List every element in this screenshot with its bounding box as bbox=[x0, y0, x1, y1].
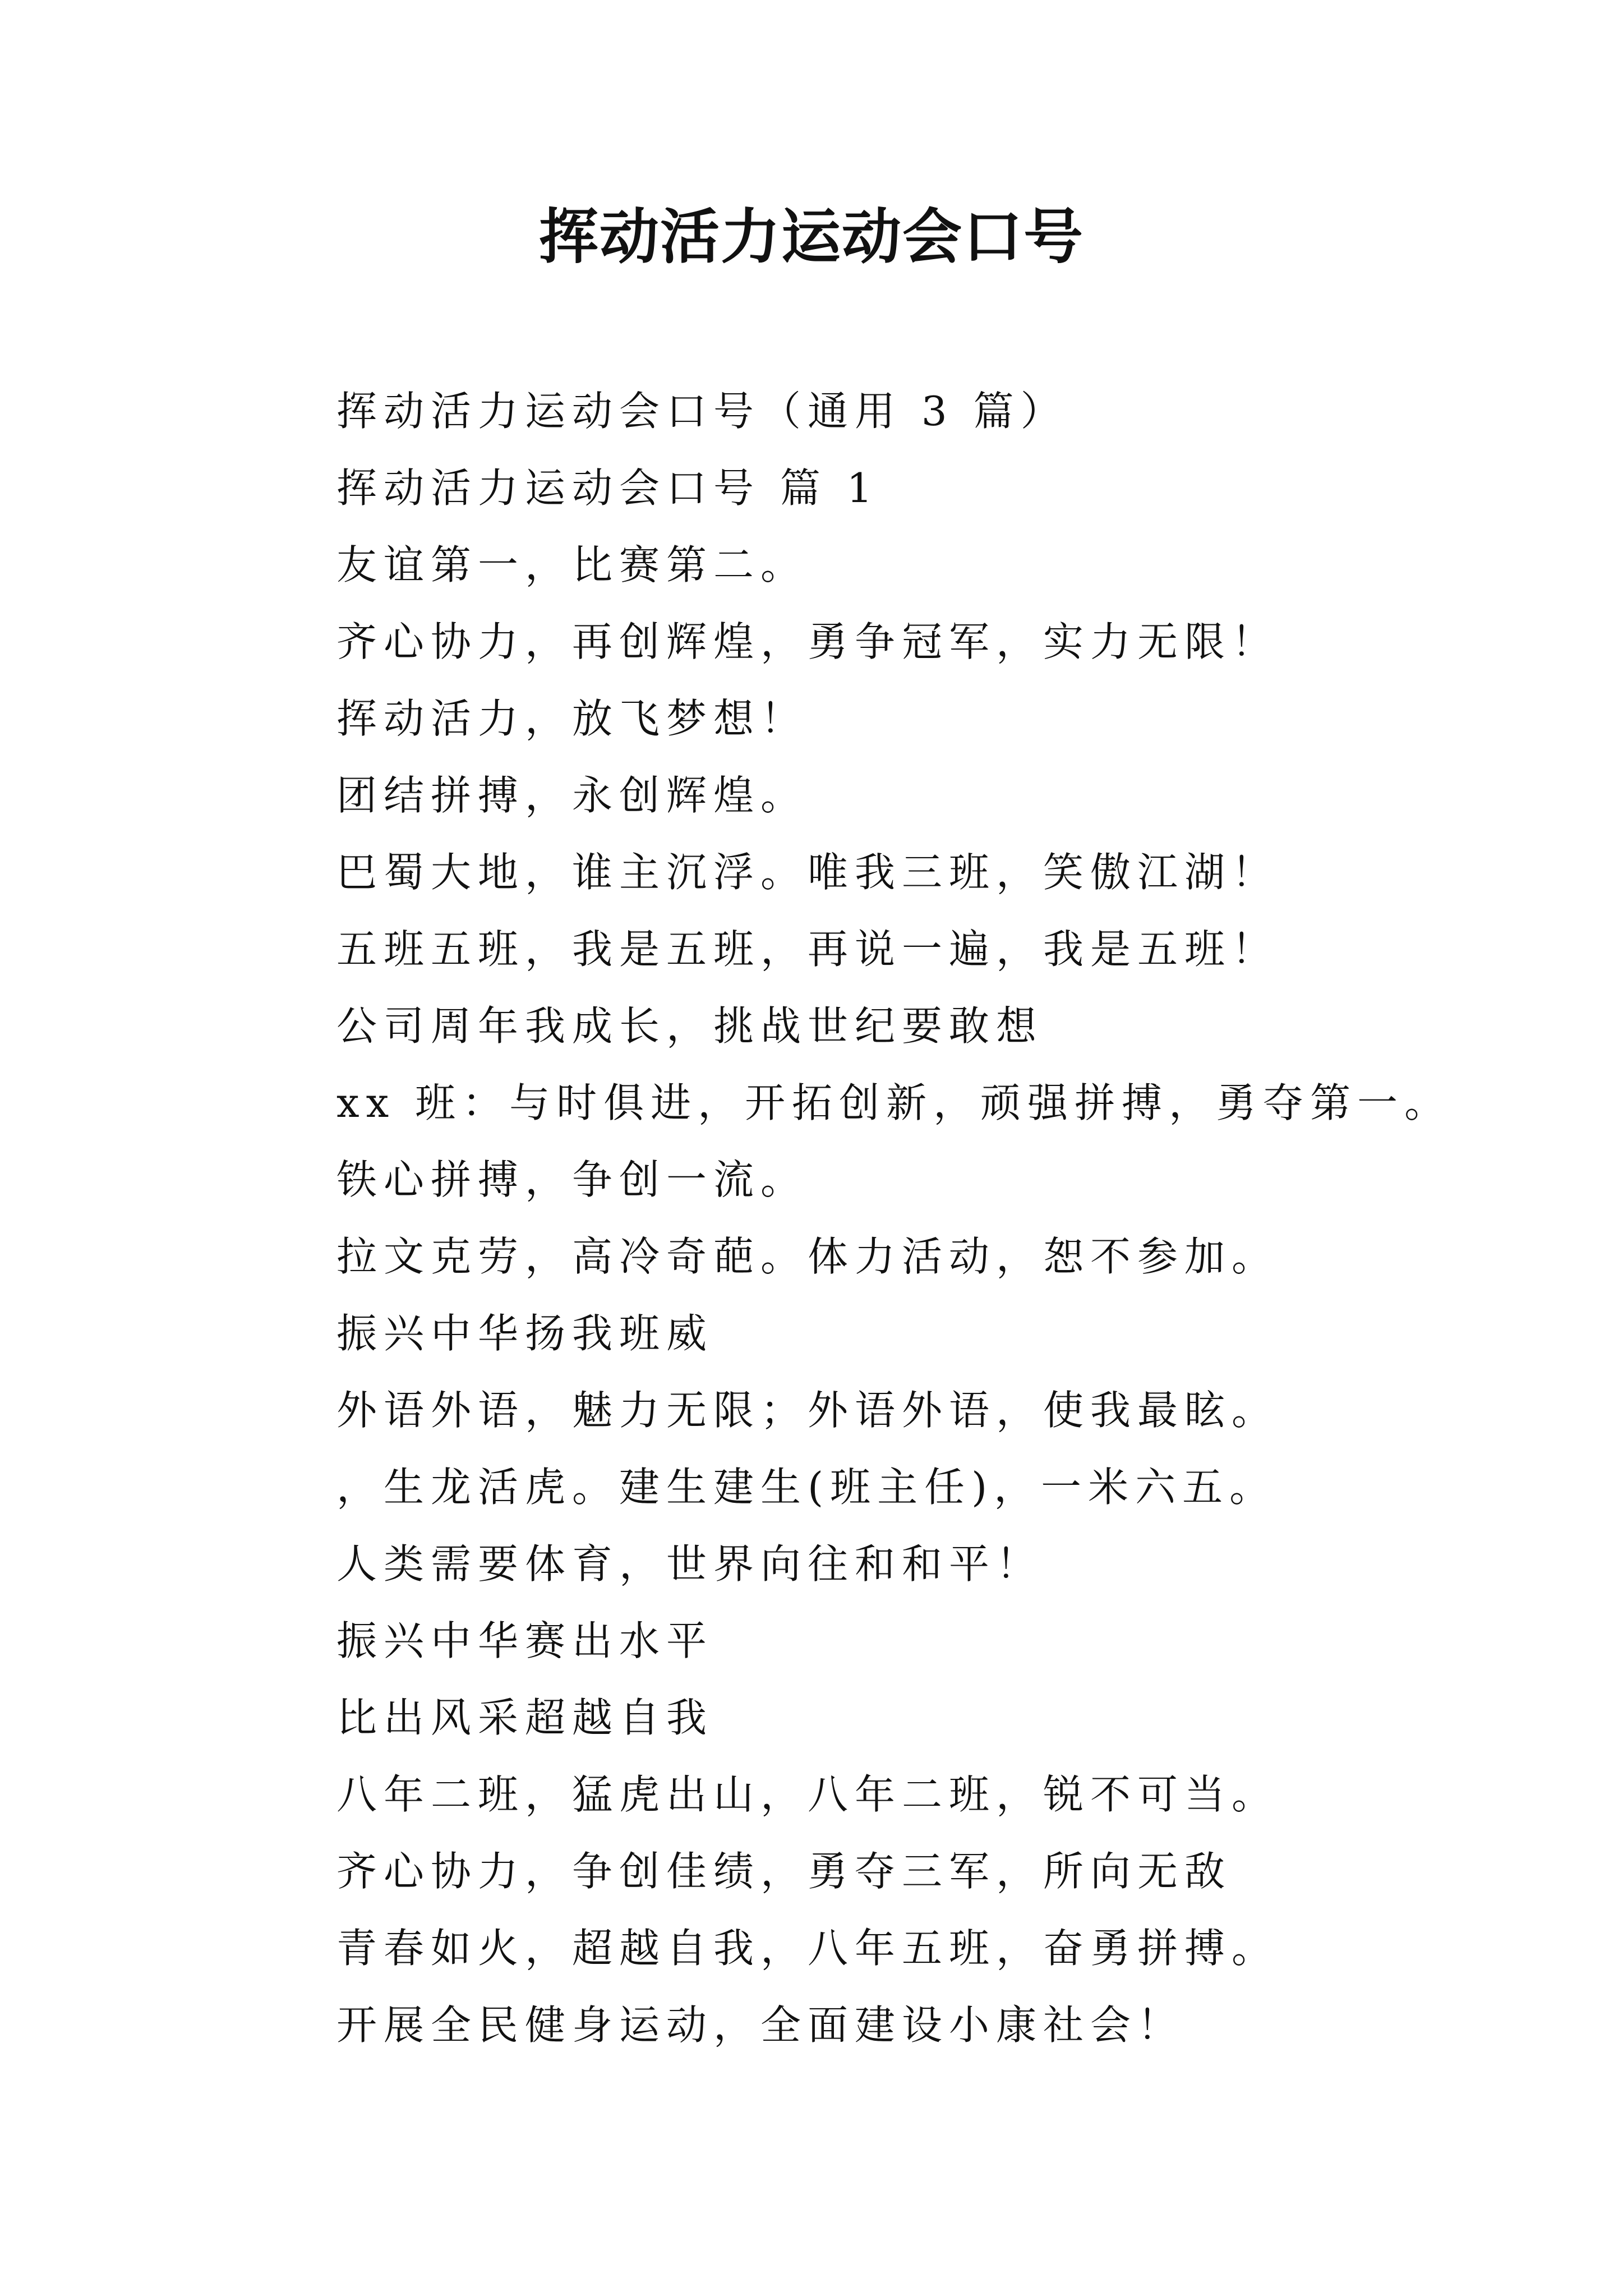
slogan-line: 友谊第一，比赛第二。 bbox=[336, 541, 808, 588]
slogan-line: 团结拼搏，永创辉煌。 bbox=[336, 772, 808, 819]
slogan-line: 铁心拼搏，争创一流。 bbox=[336, 1156, 808, 1203]
slogan-line: 齐心协力，争创佳绩，勇夺三军，所向无敌 bbox=[336, 1848, 1232, 1895]
slogan-line: 齐心协力，再创辉煌，勇争冠军，实力无限！ bbox=[336, 618, 1279, 665]
slogan-list bbox=[336, 373, 1570, 2064]
slogan-line: 外语外语，魅力无限；外语外语，使我最眩。 bbox=[336, 1387, 1279, 1434]
slogan-line: 五班五班，我是五班，再说一遍，我是五班！ bbox=[336, 926, 1279, 973]
slogan-line: 巴蜀大地，谁主沉浮。唯我三班，笑傲江湖！ bbox=[336, 849, 1279, 896]
slogan-line: 振兴中华扬我班威 bbox=[336, 1310, 714, 1357]
document-title: 挥动活力运动会口号 bbox=[539, 201, 1084, 272]
slogan-line: ，生龙活虎。建生建生(班主任)，一米六五。 bbox=[336, 1464, 1277, 1511]
slogan-line: 开展全民健身运动，全面建设小康社会！ bbox=[336, 2001, 1185, 2049]
slogan-line: 青春如火，超越自我，八年五班，奋勇拼搏。 bbox=[336, 1925, 1279, 1972]
slogan-line: 比出风采超越自我 bbox=[336, 1694, 714, 1741]
slogan-line: 拉文克劳，高冷奇葩。体力活动，恕不参加。 bbox=[336, 1233, 1279, 1280]
slogan-line: 人类需要体育，世界向往和和平！ bbox=[336, 1540, 1044, 1588]
document-subtitle: 挥动活力运动会口号（通用 3 篇） bbox=[336, 388, 1068, 435]
slogan-line: 八年二班，猛虎出山，八年二班，锐不可当。 bbox=[336, 1771, 1279, 1818]
slogan-line: 振兴中华赛出水平 bbox=[336, 1617, 714, 1664]
section-heading: 挥动活力运动会口号 篇 1 bbox=[336, 464, 879, 512]
slogan-line: 公司周年我成长，挑战世纪要敢想 bbox=[336, 1002, 1044, 1050]
slogan-line: xx 班：与时俱进，开拓创新，顽强拼搏，勇夺第一。 bbox=[336, 1079, 1452, 1126]
slogan-line: 挥动活力，放飞梦想！ bbox=[336, 695, 808, 742]
